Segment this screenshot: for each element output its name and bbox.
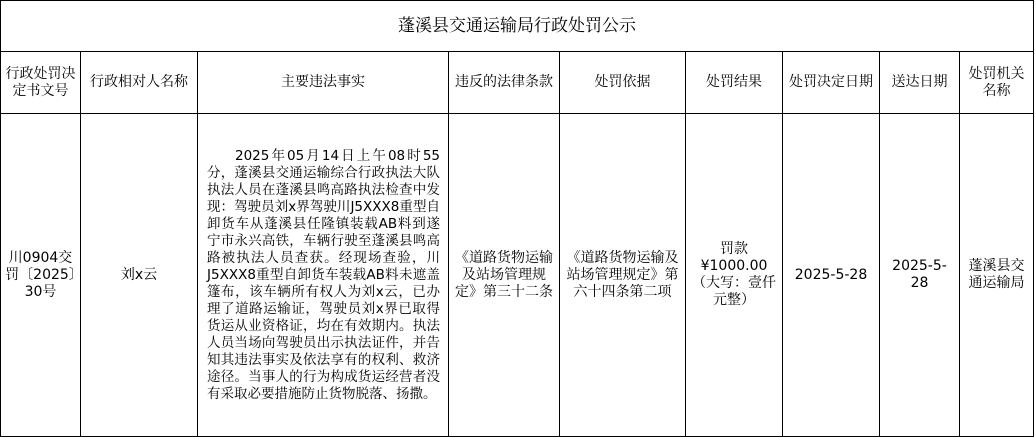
header-violated-clause: 违反的法律条款 [449, 52, 560, 114]
cell-facts [198, 114, 449, 437]
facts-text: 2025年05月14日上午08时55分，蓬溪县交通运输综合行政执法大队执法人员在蓬溪县鸣高路执法检查中发现：驾驶员刘x界驾驶川J5XXX8重型自卸货车从蓬溪县任隆镇装载AB料到遂宁市永兴高铁，车辆行驶至蓬溪县鸣高路被执法人员查获。经现场查验，川J5XXX8重型自卸货车装载AB料未遮盖篷布，该车辆所有权人为刘x云，已办理了道路运输证，驾驶员刘x界已取得货运从业资格证，均在有效期内。执法人员当场向驾驶员出示执法证件，并告知其违法事实及依法享有的权利、救济途径。当事人的行为构成货运经营者没有采取必要措施防止货物脱落、扬撒。 [207, 147, 440, 402]
cell-party: 刘x云 [81, 114, 198, 437]
cell-doc-no: 川0904交罚〔2025〕30号 [1, 114, 81, 437]
header-delivery-date: 送达日期 [880, 52, 960, 114]
header-penalty-basis: 处罚依据 [560, 52, 686, 114]
page-title: 蓬溪县交通运输局行政处罚公示 [1, 1, 1034, 52]
header-penalty-result: 处罚结果 [686, 52, 783, 114]
header-doc-no: 行政处罚决定书文号 [1, 52, 81, 114]
header-decision-date: 处罚决定日期 [783, 52, 880, 114]
header-party: 行政相对人名称 [81, 52, 198, 114]
table-row [1, 114, 1034, 437]
cell-delivery-date: 2025-5-28 [880, 114, 960, 437]
cell-authority: 蓬溪县交通运输局 [960, 114, 1034, 437]
cell-decision-date: 2025-5-28 [783, 114, 880, 437]
header-row [1, 52, 1034, 114]
header-authority: 处罚机关名称 [960, 52, 1034, 114]
cell-penalty-result: 罚款¥1000.00（大写：壹仟元整） [686, 114, 783, 437]
cell-penalty-basis: 《道路货物运输及站场管理规定》第六十四条第二项 [560, 114, 686, 437]
cell-violated-clause: 《道路货物运输及站场管理规定》第三十二条 [449, 114, 560, 437]
header-facts: 主要违法事实 [198, 52, 449, 114]
